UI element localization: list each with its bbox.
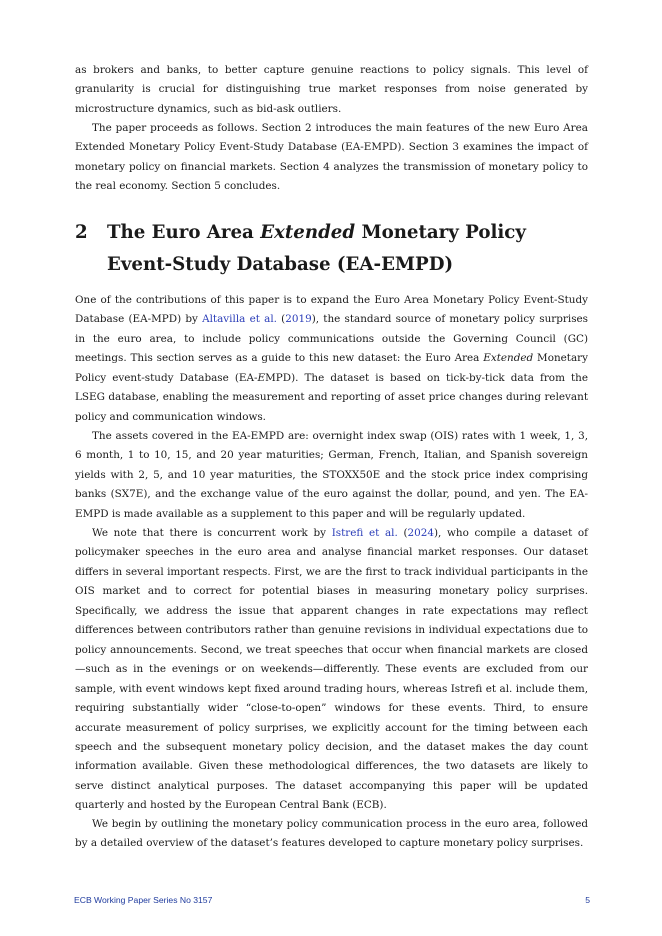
footer-page-number: 5 bbox=[585, 895, 590, 905]
section-heading bbox=[75, 217, 595, 281]
paragraph-outline-next bbox=[75, 815, 588, 854]
paragraph-text: We begin by outlining the monetary policy communication process in the euro area, followed by a detailed overview of the dataset’s features developed to capture monetary policy surprises. bbox=[75, 818, 588, 850]
paragraph-text: The paper proceeds as follows. Section 2 introduces the main features of the new Euro Area Extended Monetary Policy Event-Study Database (EA-EMPD). Section 3 examines the impact of monetary policy on financial markets. Section 4 analyzes the transmission of monetary policy to the real economy. Section 5 concludes. bbox=[75, 122, 588, 193]
section-title-emphasis: Extended bbox=[260, 222, 356, 243]
paragraph-text: The assets covered in the EA-EMPD are: overnight index swap (OIS) rates with 1 week, 1, 3, 6 month, 1 to 10, 15, and 20 year maturities; German, French, Italian, and Spanish sovereign yields with 2, 5, and 10 year maturities, the STOXX50E and the stock price index comprising banks (SX7E), and the exchange value of the euro against the dollar, pound, and yen. The EA-EMPD is made available as a supplement to this paper and will be regularly updated. bbox=[75, 430, 588, 520]
paragraph-assets bbox=[75, 427, 588, 524]
paragraph-outline bbox=[75, 119, 588, 197]
citation-altavilla-year[interactable]: 2019 bbox=[285, 313, 312, 326]
section-title: The Euro Area Extended Monetary Policy Event-Study Database (EA-EMPD) bbox=[107, 222, 526, 275]
citation-istrefi-author[interactable]: Istrefi et al. bbox=[331, 527, 398, 539]
paragraph-contribution: One of the contributions of this paper is to expand the Euro Area Monetary Policy Event-Study Database (EA-MPD) by Altavilla et al. (2019), the standard source of monetary policy surprises in the euro area, to include policy communications outside the Governing Council (GC) meetings. This section serves as a guide to this new dataset: the Euro Area Extended Monetary Policy event-study Database (EA-EMPD). The dataset is based on tick-by-tick data from the LSEG database, enabling the measurement and reporting of asset price changes during relevant policy and communication windows. bbox=[75, 294, 589, 423]
footer-series-label: ECB Working Paper Series No 3157 bbox=[74, 895, 213, 905]
citation-altavilla-author[interactable]: Altavilla et al. bbox=[202, 313, 277, 326]
section-number: 2 bbox=[75, 222, 88, 243]
citation-istrefi-year[interactable]: 2024 bbox=[407, 527, 434, 539]
paragraph-concurrent-work: We note that there is concurrent work by Istrefi et al. (2024), who compile a dataset of policymaker speeches in the euro area and analyse financial market responses. Our dataset differs in several important respects. First, we are the first to track individual participants in the OIS market and to correct for potential biases in measuring monetary policy surprises. Specifically, we address the issue that apparent changes in rate expectations may reflect differences between contributors rather than genuine revisions in individual expectations due to policy announcements. Second, we treat speeches that occur when financial markets are closed—such as in the evenings or on weekends—differently. These events are excluded from our sample, with event windows kept fixed around trading hours, whereas Istrefi et al. include them, requiring substantially wider “close-to-open” windows for these events. Third, to ensure accurate measurement of policy surprises, we explicitly account for the timing between each speech and the subsequent monetary policy decision, and the dataset makes the day count information available. Given these methodological differences, the two datasets are likely to serve distinct analytical purposes. The dataset accompanying this paper will be updated quarterly and hosted by the European Central Bank (ECB). bbox=[75, 527, 588, 812]
paragraph-intro-continued bbox=[75, 61, 588, 119]
paragraph-text: as brokers and banks, to better capture genuine reactions to policy signals. This level of granularity is crucial for distinguishing true market responses from noise generated by microstructure dynamics, such as bid-ask outliers. bbox=[75, 64, 588, 115]
